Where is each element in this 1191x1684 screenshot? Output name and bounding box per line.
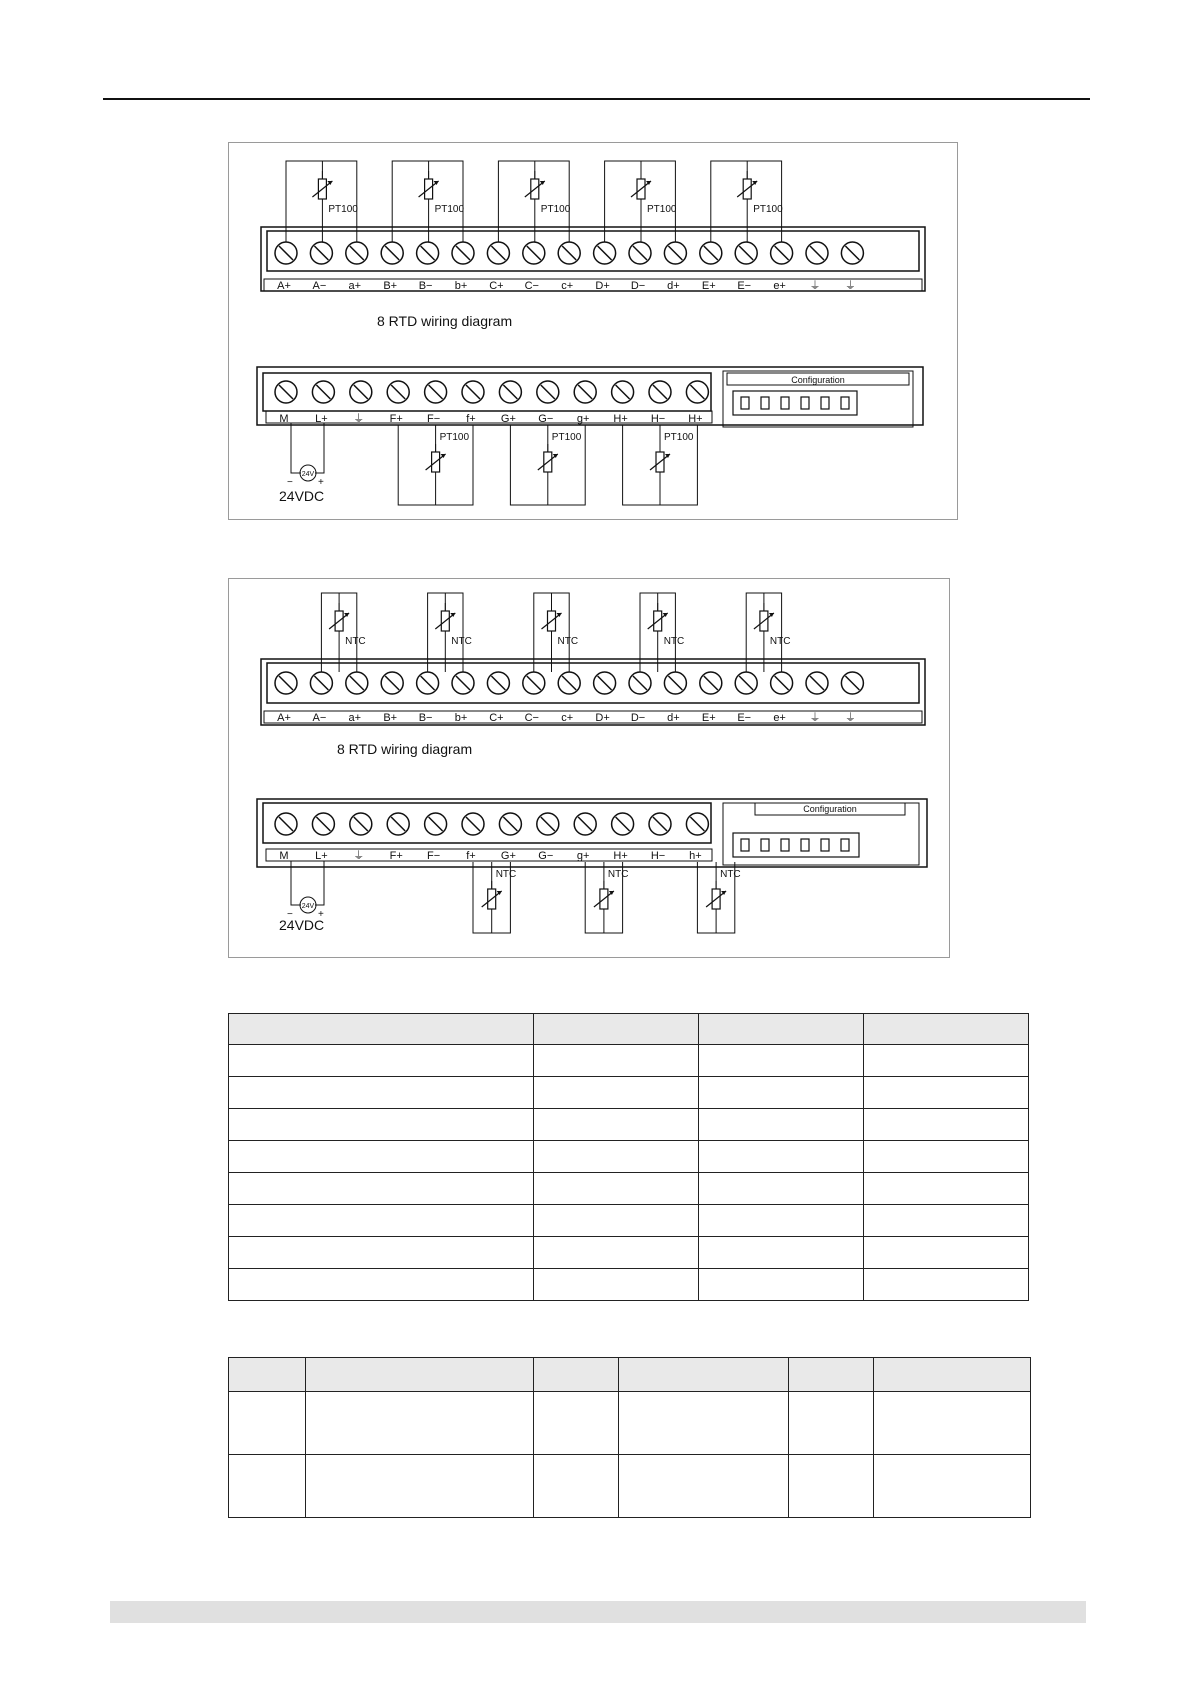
terminal-label: C− xyxy=(524,712,539,724)
table-header-cell xyxy=(306,1358,534,1392)
header-rule xyxy=(103,98,1090,100)
table-cell xyxy=(699,1205,864,1237)
table-cell xyxy=(229,1109,534,1141)
sensor-label: PT100 xyxy=(328,204,358,215)
terminal-screw xyxy=(664,672,686,694)
terminal-label: ⏚ xyxy=(809,712,821,724)
terminal-screw xyxy=(387,813,409,835)
terminal-label: L+ xyxy=(315,850,328,862)
pt100-resistor-icon xyxy=(650,444,670,472)
table-header-cell xyxy=(789,1358,874,1392)
upper-sensor-loops xyxy=(286,161,783,242)
terminal-screw xyxy=(523,672,545,694)
terminal-screw xyxy=(649,381,671,403)
terminal-label: G− xyxy=(538,413,554,425)
dip-switch-key xyxy=(781,397,789,409)
ntc-wiring-diagram xyxy=(228,578,950,958)
table-cell xyxy=(864,1045,1029,1077)
terminal-screw xyxy=(417,242,439,264)
terminal-screw xyxy=(686,813,708,835)
table-header-cell xyxy=(874,1358,1031,1392)
terminal-screw xyxy=(346,672,368,694)
terminal-label: H− xyxy=(650,413,666,425)
terminal-screw xyxy=(735,672,757,694)
table-header-cell xyxy=(534,1014,699,1045)
table-cell xyxy=(699,1269,864,1301)
terminal-screw xyxy=(346,242,368,264)
terminal-label: C+ xyxy=(489,280,504,292)
table-header-cell xyxy=(864,1014,1029,1045)
table-header-cell xyxy=(229,1358,306,1392)
terminal-screw xyxy=(350,813,372,835)
sensor-label: NTC xyxy=(607,869,629,880)
terminal-screw xyxy=(806,672,828,694)
terminal-screw xyxy=(537,813,559,835)
terminal-screw xyxy=(612,381,634,403)
table-cell xyxy=(306,1455,534,1518)
table-cell xyxy=(864,1205,1029,1237)
supply-symbol: 24V xyxy=(301,471,315,478)
table-row xyxy=(229,1109,1029,1141)
terminal-label: M xyxy=(279,850,289,862)
terminal-screw xyxy=(612,813,634,835)
sensor-label: PT100 xyxy=(664,432,694,443)
terminal-screw xyxy=(499,381,521,403)
terminal-screw xyxy=(806,242,828,264)
power-supply-24vdc xyxy=(279,861,324,933)
terminal-screw xyxy=(700,242,722,264)
terminal-label: b+ xyxy=(454,280,468,292)
terminal-label: E+ xyxy=(701,280,716,292)
table-cell xyxy=(864,1237,1029,1269)
table-row xyxy=(229,1173,1029,1205)
specification-table xyxy=(228,1013,1029,1301)
terminal-screw xyxy=(452,672,474,694)
table-row xyxy=(229,1455,1031,1518)
sensor-label: PT100 xyxy=(434,204,465,215)
table-header-cell xyxy=(619,1358,789,1392)
dip-switch-key xyxy=(821,397,829,409)
supply-label: 24VDC xyxy=(279,488,325,504)
pt100-resistor-icon xyxy=(538,444,558,472)
supply-plus: + xyxy=(318,477,324,488)
terminal-screw xyxy=(381,242,403,264)
terminal-screw xyxy=(462,813,484,835)
pt100-resistor-icon xyxy=(419,171,439,199)
sensor-label: PT100 xyxy=(647,204,677,215)
table-row xyxy=(229,1237,1029,1269)
table-row xyxy=(229,1269,1029,1301)
table-row xyxy=(229,1205,1029,1237)
sensor-wire xyxy=(286,161,357,242)
table-cell xyxy=(534,1205,699,1237)
terminal-label: E− xyxy=(737,280,752,292)
ntc-thermistor-icon xyxy=(648,603,668,631)
dip-switch-key xyxy=(801,397,809,409)
terminal-screw xyxy=(275,242,297,264)
table-cell xyxy=(699,1077,864,1109)
table-cell xyxy=(699,1109,864,1141)
terminal-screw xyxy=(417,672,439,694)
terminal-screw xyxy=(312,813,334,835)
terminal-label: H+ xyxy=(613,413,628,425)
supply-symbol: 24V xyxy=(301,903,315,910)
terminal-screw xyxy=(735,242,757,264)
terminal-label: H+ xyxy=(613,850,628,862)
table-cell xyxy=(864,1173,1029,1205)
terminal-label: D− xyxy=(630,712,646,724)
terminal-label: D+ xyxy=(595,712,610,724)
terminal-screw xyxy=(275,672,297,694)
terminal-screw xyxy=(381,672,403,694)
terminal-label: E+ xyxy=(701,712,716,724)
table-cell xyxy=(229,1237,534,1269)
table-row xyxy=(229,1045,1029,1077)
pt100-resistor-icon xyxy=(737,171,757,199)
pt100-resistor-icon xyxy=(426,444,446,472)
diagram-title: 8 RTD wiring diagram xyxy=(377,313,513,329)
sensor-wire xyxy=(711,161,782,242)
terminal-screw xyxy=(523,242,545,264)
ntc-thermistor-icon xyxy=(754,603,774,631)
table-cell xyxy=(229,1205,534,1237)
terminal-screw xyxy=(574,813,596,835)
pt100-resistor-icon xyxy=(631,171,651,199)
terminal-screw xyxy=(425,813,447,835)
table-cell xyxy=(864,1109,1029,1141)
table-cell xyxy=(534,1237,699,1269)
table-header-row xyxy=(229,1014,1029,1045)
sensor-label: NTC xyxy=(720,869,741,880)
terminal-screw xyxy=(462,381,484,403)
terminal-label: ⏚ xyxy=(844,712,856,724)
terminal-label: H− xyxy=(650,850,666,862)
sensor-wire xyxy=(392,161,463,242)
terminal-screw xyxy=(841,242,863,264)
configuration-dip-switch xyxy=(723,803,919,865)
terminal-label: A+ xyxy=(277,712,291,724)
terminal-label: B+ xyxy=(383,712,398,724)
terminal-screw xyxy=(841,672,863,694)
terminal-label: G+ xyxy=(500,413,516,425)
sensor-wire xyxy=(498,161,569,242)
sensor-label: PT100 xyxy=(753,204,783,215)
table-cell xyxy=(699,1237,864,1269)
configuration-label: Configuration xyxy=(803,804,857,814)
terminal-label: D+ xyxy=(595,280,610,292)
terminal-label: L+ xyxy=(315,413,328,425)
terminal-label: F+ xyxy=(389,850,403,862)
terminal-label: a+ xyxy=(348,712,362,724)
terminal-label: F− xyxy=(427,413,441,425)
terminal-label: G+ xyxy=(500,850,516,862)
supply-minus: − xyxy=(287,909,293,920)
table-cell xyxy=(229,1045,534,1077)
table-row xyxy=(229,1392,1031,1455)
table-cell xyxy=(874,1455,1031,1518)
terminal-screw xyxy=(594,672,616,694)
table-cell xyxy=(864,1077,1029,1109)
dip-switch-key xyxy=(741,397,749,409)
dip-switch-key xyxy=(821,839,829,851)
table-cell xyxy=(534,1392,619,1455)
ntc-thermistor-icon xyxy=(542,603,562,631)
table-row xyxy=(229,1141,1029,1173)
diagram-title: 8 RTD wiring diagram xyxy=(337,741,473,757)
configuration-dip-switch xyxy=(723,371,913,427)
terminal-label: C− xyxy=(524,280,539,292)
sensor-label: NTC xyxy=(663,636,685,647)
table-cell xyxy=(534,1109,699,1141)
terminal-label: e+ xyxy=(773,712,786,724)
terminal-label: c+ xyxy=(561,712,574,724)
terminal-label: B− xyxy=(418,712,433,724)
sensor-label: NTC xyxy=(557,636,579,647)
table-header-row xyxy=(229,1358,1031,1392)
terminal-screw xyxy=(594,242,616,264)
table-header-cell xyxy=(229,1014,534,1045)
terminal-screw xyxy=(771,672,793,694)
table-row xyxy=(229,1077,1029,1109)
terminal-screw xyxy=(558,672,580,694)
table-cell xyxy=(864,1269,1029,1301)
lower-sensor-loops xyxy=(473,862,741,933)
table-cell xyxy=(619,1455,789,1518)
terminal-label: c+ xyxy=(561,280,574,292)
pt100-wiring-diagram xyxy=(228,142,958,520)
terminal-screw xyxy=(275,813,297,835)
dip-switch-key xyxy=(841,397,849,409)
ntc-thermistor-icon xyxy=(706,881,726,909)
dip-switch-key xyxy=(761,839,769,851)
dip-switch-key xyxy=(741,839,749,851)
terminal-label: ⏚ xyxy=(353,413,365,425)
terminal-screw xyxy=(312,381,334,403)
table-cell xyxy=(534,1269,699,1301)
supply-minus: − xyxy=(287,477,293,488)
terminal-screw xyxy=(275,381,297,403)
terminal-label: e+ xyxy=(773,280,786,292)
terminal-label: ⏚ xyxy=(353,850,365,862)
terminal-screw xyxy=(649,813,671,835)
table-cell xyxy=(306,1392,534,1455)
lower-sensor-loops xyxy=(398,425,697,505)
sensor-label: PT100 xyxy=(540,204,571,215)
terminal-label: A+ xyxy=(277,280,291,292)
upper-sensor-loops xyxy=(321,593,790,672)
table-cell xyxy=(699,1173,864,1205)
table-cell xyxy=(534,1045,699,1077)
terminal-label: B− xyxy=(418,280,433,292)
table-header-cell xyxy=(534,1358,619,1392)
table-cell xyxy=(229,1455,306,1518)
table-cell xyxy=(229,1173,534,1205)
configuration-label: Configuration xyxy=(791,375,845,385)
pt100-resistor-icon xyxy=(525,171,545,199)
power-supply-24vdc xyxy=(279,423,324,504)
ntc-thermistor-icon xyxy=(435,603,455,631)
terminal-label: h+ xyxy=(689,850,702,862)
ntc-thermistor-icon xyxy=(482,881,502,909)
terminal-label: B+ xyxy=(383,280,398,292)
terminal-label: f+ xyxy=(466,413,476,425)
terminal-label: g+ xyxy=(576,413,590,425)
sensor-label: NTC xyxy=(451,636,472,647)
supply-plus: + xyxy=(318,909,324,920)
sensor-label: NTC xyxy=(495,869,517,880)
terminal-screw xyxy=(310,242,332,264)
terminal-label: b+ xyxy=(454,712,468,724)
supply-label: 24VDC xyxy=(279,917,325,933)
table-cell xyxy=(789,1392,874,1455)
terminal-screw xyxy=(664,242,686,264)
terminal-screw xyxy=(387,381,409,403)
table-header-cell xyxy=(699,1014,864,1045)
table-cell xyxy=(864,1141,1029,1173)
table-cell xyxy=(534,1141,699,1173)
ntc-thermistor-icon xyxy=(594,881,614,909)
table-cell xyxy=(534,1455,619,1518)
terminal-label: d+ xyxy=(667,280,680,292)
terminal-label: g+ xyxy=(576,850,590,862)
terminal-screw xyxy=(686,381,708,403)
terminal-screw xyxy=(350,381,372,403)
terminal-label: ⏚ xyxy=(844,280,856,292)
terminal-label: G− xyxy=(538,850,554,862)
upper-terminal-block xyxy=(261,659,925,725)
sensor-label: NTC xyxy=(345,636,366,647)
terminal-screw xyxy=(452,242,474,264)
terminal-label: F− xyxy=(427,850,441,862)
ntc-thermistor-icon xyxy=(329,603,349,631)
terminal-label: M xyxy=(279,413,289,425)
terminal-label: E− xyxy=(737,712,752,724)
dip-switch-key xyxy=(761,397,769,409)
terminal-screw xyxy=(629,242,651,264)
table-cell xyxy=(229,1141,534,1173)
terminal-label: F+ xyxy=(389,413,403,425)
table-cell xyxy=(619,1392,789,1455)
table-cell xyxy=(229,1392,306,1455)
sensor-label: PT100 xyxy=(439,432,470,443)
terminal-label: A− xyxy=(312,712,327,724)
terminal-screw xyxy=(629,672,651,694)
table-cell xyxy=(229,1077,534,1109)
terminal-screw xyxy=(487,242,509,264)
terminal-screw xyxy=(558,242,580,264)
terminal-screw xyxy=(574,381,596,403)
terminal-label: D− xyxy=(630,280,646,292)
terminal-screw xyxy=(700,672,722,694)
sensor-wire xyxy=(605,161,676,242)
parameter-table xyxy=(228,1357,1031,1518)
dip-switch-key xyxy=(801,839,809,851)
terminal-screw xyxy=(487,672,509,694)
terminal-label: A− xyxy=(312,280,327,292)
terminal-screw xyxy=(537,381,559,403)
footer-bar xyxy=(110,1601,1086,1623)
table-cell xyxy=(789,1455,874,1518)
table-cell xyxy=(534,1173,699,1205)
upper-terminal-block xyxy=(261,227,925,292)
terminal-label: H+ xyxy=(688,413,703,425)
pt100-resistor-icon xyxy=(312,171,332,199)
sensor-label: PT100 xyxy=(551,432,582,443)
terminal-label: a+ xyxy=(348,280,362,292)
table-cell xyxy=(699,1045,864,1077)
table-cell xyxy=(534,1077,699,1109)
dip-switch-key xyxy=(841,839,849,851)
sensor-label: NTC xyxy=(769,636,791,647)
table-cell xyxy=(229,1269,534,1301)
terminal-screw xyxy=(499,813,521,835)
terminal-screw xyxy=(310,672,332,694)
terminal-label: d+ xyxy=(667,712,680,724)
table-cell xyxy=(874,1392,1031,1455)
terminal-label: f+ xyxy=(466,850,476,862)
table-cell xyxy=(699,1141,864,1173)
terminal-label: ⏚ xyxy=(809,280,821,292)
dip-switch-key xyxy=(781,839,789,851)
terminal-screw xyxy=(771,242,793,264)
terminal-screw xyxy=(425,381,447,403)
terminal-label: C+ xyxy=(489,712,504,724)
